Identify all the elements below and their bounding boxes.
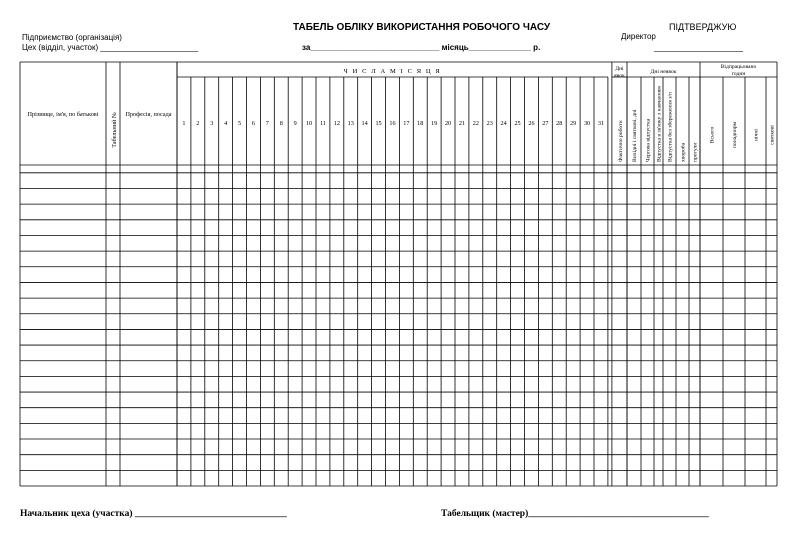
- sub-hours-label: понаднорм: [732, 121, 738, 149]
- day-number-label: 22: [472, 120, 479, 127]
- sub-absence-label: хвороба: [680, 142, 687, 162]
- timekeeper-signature[interactable]: Табельщик (мастер)______________________________________: [441, 509, 709, 519]
- day-number-label: 2: [196, 120, 200, 127]
- day-number-label: 12: [333, 120, 340, 127]
- sub-absence-label: прогули: [692, 142, 699, 162]
- director-label: Директор: [621, 32, 656, 41]
- day-number-label: 14: [361, 120, 368, 127]
- day-number-label: 4: [224, 120, 228, 127]
- day-number-label: 7: [265, 120, 269, 127]
- department-field[interactable]: Цех (відділ, участок) ______________________: [22, 43, 199, 52]
- day-number-label: 19: [431, 120, 438, 127]
- sub-absence-label: Відпустка в зв'язку з навчанням: [656, 86, 663, 162]
- sub-hours-label: Всього: [709, 126, 716, 144]
- day-number-label: 5: [238, 120, 242, 127]
- day-number-label: 27: [542, 120, 549, 127]
- sub-hours-label: нічні: [753, 129, 760, 141]
- day-number-label: 25: [514, 120, 521, 127]
- day-number-label: 15: [375, 120, 382, 127]
- col-tab-no-label: Табельний №: [111, 112, 118, 148]
- day-number-label: 28: [556, 120, 563, 127]
- day-number-label: 21: [458, 120, 466, 127]
- day-number-label: 20: [444, 120, 452, 127]
- day-number-label: 30: [583, 120, 591, 127]
- day-number-label: 29: [570, 120, 577, 127]
- page-title: ТАБЕЛЬ ОБЛІКУ ВИКОРИСТАННЯ РОБОЧОГО ЧАСУ: [293, 22, 551, 33]
- group-hours-label: годин: [731, 71, 746, 77]
- day-number-label: 26: [528, 120, 535, 127]
- day-number-label: 11: [319, 120, 326, 127]
- sub-days-worked-label: Фактично роботи: [618, 120, 624, 162]
- approve-label: ПІДТВЕРДЖУЮ: [669, 22, 737, 32]
- day-number-label: 8: [279, 120, 283, 127]
- day-number-label: 23: [486, 120, 493, 127]
- sub-absence-label: Вихідні і святкові, дні: [632, 109, 638, 162]
- day-number-label: 24: [500, 120, 507, 127]
- day-number-label: 3: [210, 120, 214, 127]
- group-days-worked-label: Дні: [615, 66, 624, 72]
- sub-hours-label: святкові: [769, 125, 776, 145]
- day-number-label: 10: [305, 120, 313, 127]
- day-number-label: 17: [403, 120, 410, 127]
- col-profession-label: Професія, посада: [125, 111, 172, 118]
- group-absence-label: Дні неявок: [650, 69, 677, 75]
- day-number-label: 31: [597, 120, 605, 127]
- period-field[interactable]: за_____________________________ місяць______________ р.: [302, 43, 541, 52]
- days-header-label: Ч И С Л А М І С Я Ц Я: [343, 68, 442, 75]
- day-number-label: 18: [417, 120, 424, 127]
- day-number-label: 1: [182, 120, 186, 127]
- director-signature-line[interactable]: ____________________: [654, 43, 743, 52]
- col-name-label: Прізвище, ім'я, по батькові: [27, 111, 99, 118]
- day-number-label: 13: [347, 120, 354, 127]
- day-number-label: 16: [389, 120, 396, 127]
- day-number-label: 6: [251, 120, 255, 127]
- company-label: Підприємство (організація): [22, 33, 122, 42]
- group-days-worked-label: явок: [614, 73, 625, 79]
- sub-absence-label: Відпустка без збереження з/п: [667, 91, 674, 162]
- group-hours-label: Відпрацьовано: [720, 64, 757, 70]
- sub-absence-label: Чергова відпустка: [645, 118, 652, 162]
- head-of-shop-signature[interactable]: Начальник цеха (участка) ________________________________: [20, 509, 287, 519]
- day-number-label: 9: [293, 120, 297, 127]
